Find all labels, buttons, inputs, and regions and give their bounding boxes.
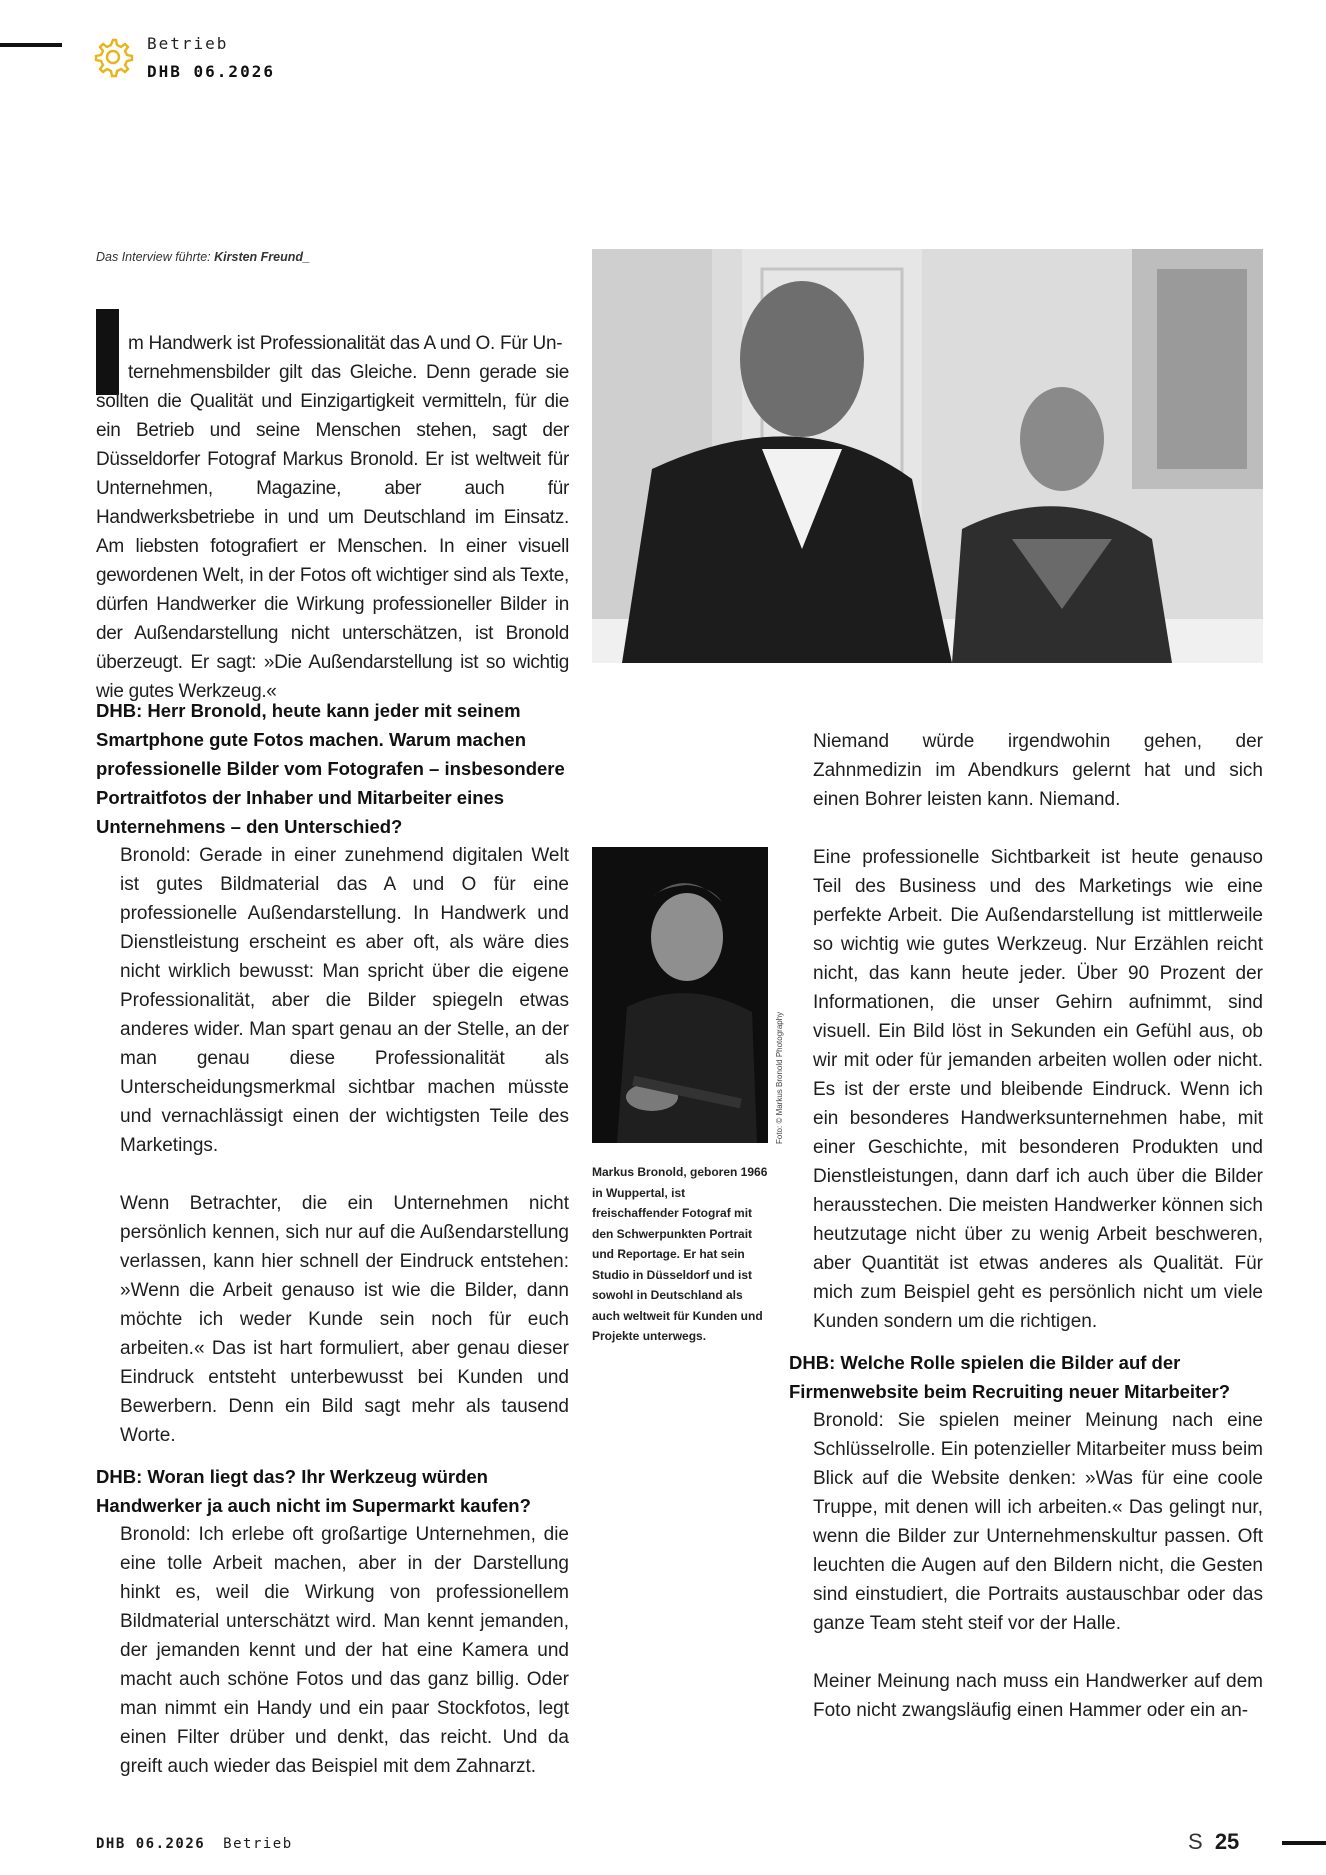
answer-1b: Wenn Betrachter, die ein Unternehmen nicht persönlich kennen, sich nur auf die Außendarstellung verlassen, kann hier schnell der Eindruck entstehen: »Wenn die Arbeit genauso ist wie die Bilder, dann möchte ich weder Kunde sein noch für euch arbeiten.« Das ist hart formuliert, aber genau dieser Eindruck entsteht unterbewusst bei Kunden und Bewerbern. Denn ein Bild sagt mehr als tausend Worte. (120, 1193, 569, 1446)
header-rule (0, 43, 62, 47)
answer-3b: Meiner Meinung nach muss ein Handwerker auf dem Foto nicht zwangsläufig einen Hammer oder ein an- (813, 1671, 1263, 1721)
left-column (96, 696, 569, 1781)
right-paragraph-2: Eine professionelle Sichtbarkeit ist heute genauso Teil des Business und des Marketings wie eine perfekte Arbeit. Die Außendarstellung ist mittlerweile so wichtig wie gutes Werkzeug. Nur Erzählen reicht nicht, das kann heute jeder. Über 90 Prozent der Informationen, die unser Gehirn aufnimmt, sind visuell. Ein Bild löst in Sekunden ein Gefühl aus, ob wir mit oder für jemanden arbeiten wollen oder nicht. Es ist der erste und bleibende Eindruck. Wenn ich ein besonderes Handwerksunternehmen habe, mit einer Geschichte, mit besonderen Produkten und Dienstleistungen, dann darf ich auch über die Bilder herausstechen. Die meisten Handwerker können sich heutzutage nicht über zu wenig Arbeit beschweren, aber Quantität ist etwas anderes als Qualität. Für mich zum Beispiel geht es persönlich nicht um viele Kunden sondern um die richtigen. (813, 847, 1263, 1332)
photo-credit: Foto: © Markus Bronold Photography (775, 1011, 784, 1144)
right-column (789, 727, 1263, 1725)
question-1: DHB: Herr Bronold, heute kann jeder mit seinem Smartphone gute Fotos machen. Warum machen professionelle Bilder vom Fotografen – insbesondere Portraitfotos der Inhaber und Mitarbeiter eines Unternehmens – den Unterschied? (96, 700, 565, 837)
credit-prefix: Das Interview führte: (96, 250, 211, 264)
answer-2: Bronold: Ich erlebe oft großartige Unternehmen, die eine tolle Arbeit machen, aber in der Darstellung hinkt es, weil die Wirkung von professionellem Bildmaterial unterschätzt wird. Man kennt jemanden, der jemanden kennt und der hat eine Kamera und macht auch schöne Fotos und das ganz billig. Oder man nimmt ein Handy und ein paar Stockfotos, legt einen Filter drüber und denkt, das reicht. Und da greift auch wieder das Beispiel mit dem Zahnarzt. (120, 1524, 569, 1777)
answer-3: Bronold: Sie spielen meiner Meinung nach eine Schlüsselrolle. Ein potenzieller Mitarbeiter muss beim Blick auf die Website denken: »Was für eine coole Truppe, mit denen will ich arbeiten.« Das gelingt nur, wenn die Bilder zur Unternehmenskultur passen. Oft leuchten die Augen auf den Bildern nicht, die Gesten sind einstudiert, die Portraits austauschbar oder das ganze Team steht steif vor der Halle. (813, 1410, 1263, 1634)
interview-photo (592, 249, 1263, 663)
footer-section: Betrieb (223, 1836, 293, 1852)
header-section: Betrieb (147, 34, 229, 53)
page-number (1188, 1829, 1239, 1855)
answer-1: Bronold: Gerade in einer zunehmend digitalen Welt ist gutes Bildmaterial das A und O für eine professionelle Außendarstellung. In Handwerk und Dienstleistung erscheint es aber oft, als wäre dies nicht wirklich bewusst: Man spricht über die eigene Professionalität, aber die Bilder spiegeln etwas anderes wider. Man spart genau an der Stelle, an der man genau diese Professionalität als Unterscheidungsmerkmal sichtbar machen müsste und vernachlässigt einen der wichtigsten Teile des Marketings. (120, 845, 569, 1156)
right-paragraph-1: Niemand würde irgendwohin gehen, der Zahnmedizin im Abendkurs gelernt hat und sich einen Bohrer leisten kann. Niemand. (813, 731, 1263, 810)
question-3: DHB: Welche Rolle spielen die Bilder auf der Firmenwebsite beim Recruiting neuer Mitarbeiter? (789, 1352, 1231, 1402)
footer-meta (96, 1836, 293, 1852)
footer-rule (1282, 1841, 1326, 1845)
header-issue: DHB 06.2026 (147, 62, 275, 81)
gear-icon (92, 36, 134, 78)
footer-issue: DHB 06.2026 (96, 1836, 206, 1852)
intro (96, 329, 569, 706)
intro-text: ternehmensbilder gilt das Gleiche. Denn gerade sie sollten die Qualität und Einzigartigkeit vermitteln, für die ein Betrieb und seine Menschen stehen, sagt der Düsseldorfer Fotograf Markus Bronold. Er ist weltweit für Unternehmen, Magazine, aber auch für Handwerksbetriebe in und um Deutschland im Einsatz. Am liebsten fotografiert er Menschen. In einer visuell gewordenen Welt, in der Fotos oft wichtiger sind als Texte, dürfen Handwerker die Wirkung professioneller Bilder in der Außendarstellung nicht unterschätzen, ist Bronold überzeugt. Er sagt: »Die Außendarstellung ist so wichtig wie gutes Werkzeug.« (96, 362, 569, 702)
portrait-caption: Markus Bronold, geboren 1966 in Wuppertal, ist freischaffender Fotograf mit den Schwerpunkten Portrait und Reportage. Er hat sein Studio in Düsseldorf und ist sowohl in Deutschland als auch weltweit für Kunden und Projekte unterwegs. (592, 1165, 768, 1343)
portrait-photo (592, 847, 768, 1143)
credit-author: Kirsten Freund_ (214, 250, 310, 264)
question-2: DHB: Woran liegt das? Ihr Werkzeug würden Handwerker ja auch nicht im Supermarkt kaufen? (96, 1466, 531, 1516)
page-number-value: 25 (1214, 1829, 1240, 1854)
page-prefix: S (1188, 1829, 1203, 1854)
interview-credit (96, 250, 310, 264)
intro-first-line: m Handwerk ist Professionalität das A und O. Für Un- (128, 333, 563, 354)
